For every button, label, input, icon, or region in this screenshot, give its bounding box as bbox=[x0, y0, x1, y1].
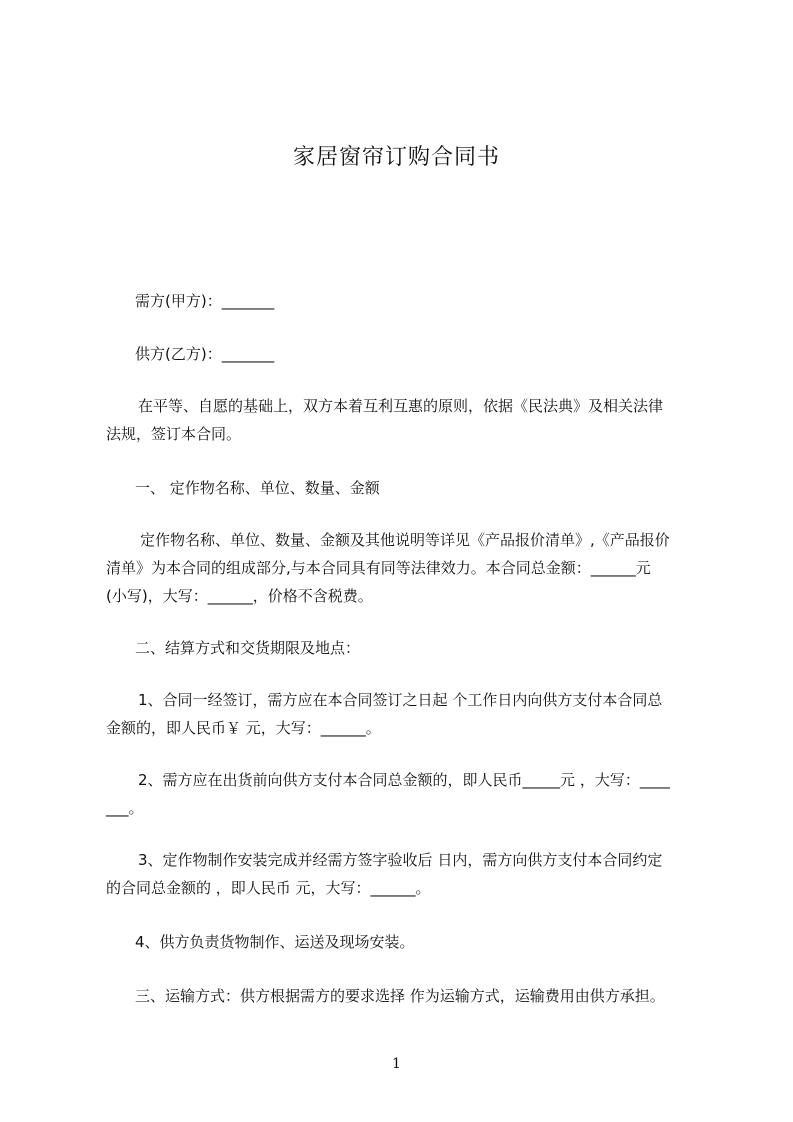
page-number: 1 bbox=[392, 1056, 401, 1072]
section-2-item-1 bbox=[106, 686, 702, 742]
section-2-item-3-line-1: 3、定作物制作安装完成并经需方签字验收后 日内，需方向供方支付本合同约定 bbox=[138, 851, 663, 869]
section-2-item-2-line-2: ___。 bbox=[106, 799, 144, 817]
section-2-item-1-line-2: 金额的，即人民币￥ 元，大写：______。 bbox=[106, 719, 381, 737]
section-2-item-2-line-1: 2、需方应在出货前向供方支付本合同总金额的，即人民币_____元 ，大写：____ bbox=[138, 771, 670, 789]
section-3-line: 三、运输方式：供方根据需方的要求选择 作为运输方式，运输费用由供方承担。 bbox=[135, 987, 665, 1005]
preamble-line-1: 在平等、自愿的基础上，双方本着互利互惠的原则，依据《民法典》及相关法律 bbox=[138, 397, 664, 415]
buyer-party-line: 需方(甲方)：_______ bbox=[135, 292, 275, 310]
document-title: 家居窗帘订购合同书 bbox=[292, 145, 500, 170]
section-2-item-3-line-2: 的合同总金额的 ，即人民币 元，大写：______。 bbox=[106, 879, 431, 897]
section-2-heading: 二、结算方式和交货期限及地点： bbox=[135, 639, 361, 657]
section-1-line-3: (小写)，大写：______，价格不含税费。 bbox=[106, 587, 373, 605]
section-1-line-2: 清单》为本合同的组成部分,与本合同具有同等法律效力。本合同总金额：______元 bbox=[106, 559, 651, 577]
section-1-body bbox=[106, 526, 702, 610]
section-2-item-3 bbox=[106, 846, 702, 902]
section-2-item-1-line-1: 1、合同一经签订，需方应在本合同签订之日起 个工作日内向供方支付本合同总 bbox=[138, 691, 663, 709]
seller-party-line: 供方(乙方)：_______ bbox=[135, 345, 275, 363]
section-2-item-4: 4、供方负责货物制作、运送及现场安装。 bbox=[135, 933, 415, 951]
section-1-line-1: 定作物名称、单位、数量、金额及其他说明等详见《产品报价清单》,《产品报价 bbox=[140, 531, 670, 549]
section-1-heading: 一、 定作物名称、单位、数量、金额 bbox=[135, 479, 380, 497]
section-2-item-2 bbox=[106, 766, 702, 822]
preamble-paragraph bbox=[106, 392, 702, 448]
preamble-line-2: 法规，签订本合同。 bbox=[106, 425, 242, 443]
